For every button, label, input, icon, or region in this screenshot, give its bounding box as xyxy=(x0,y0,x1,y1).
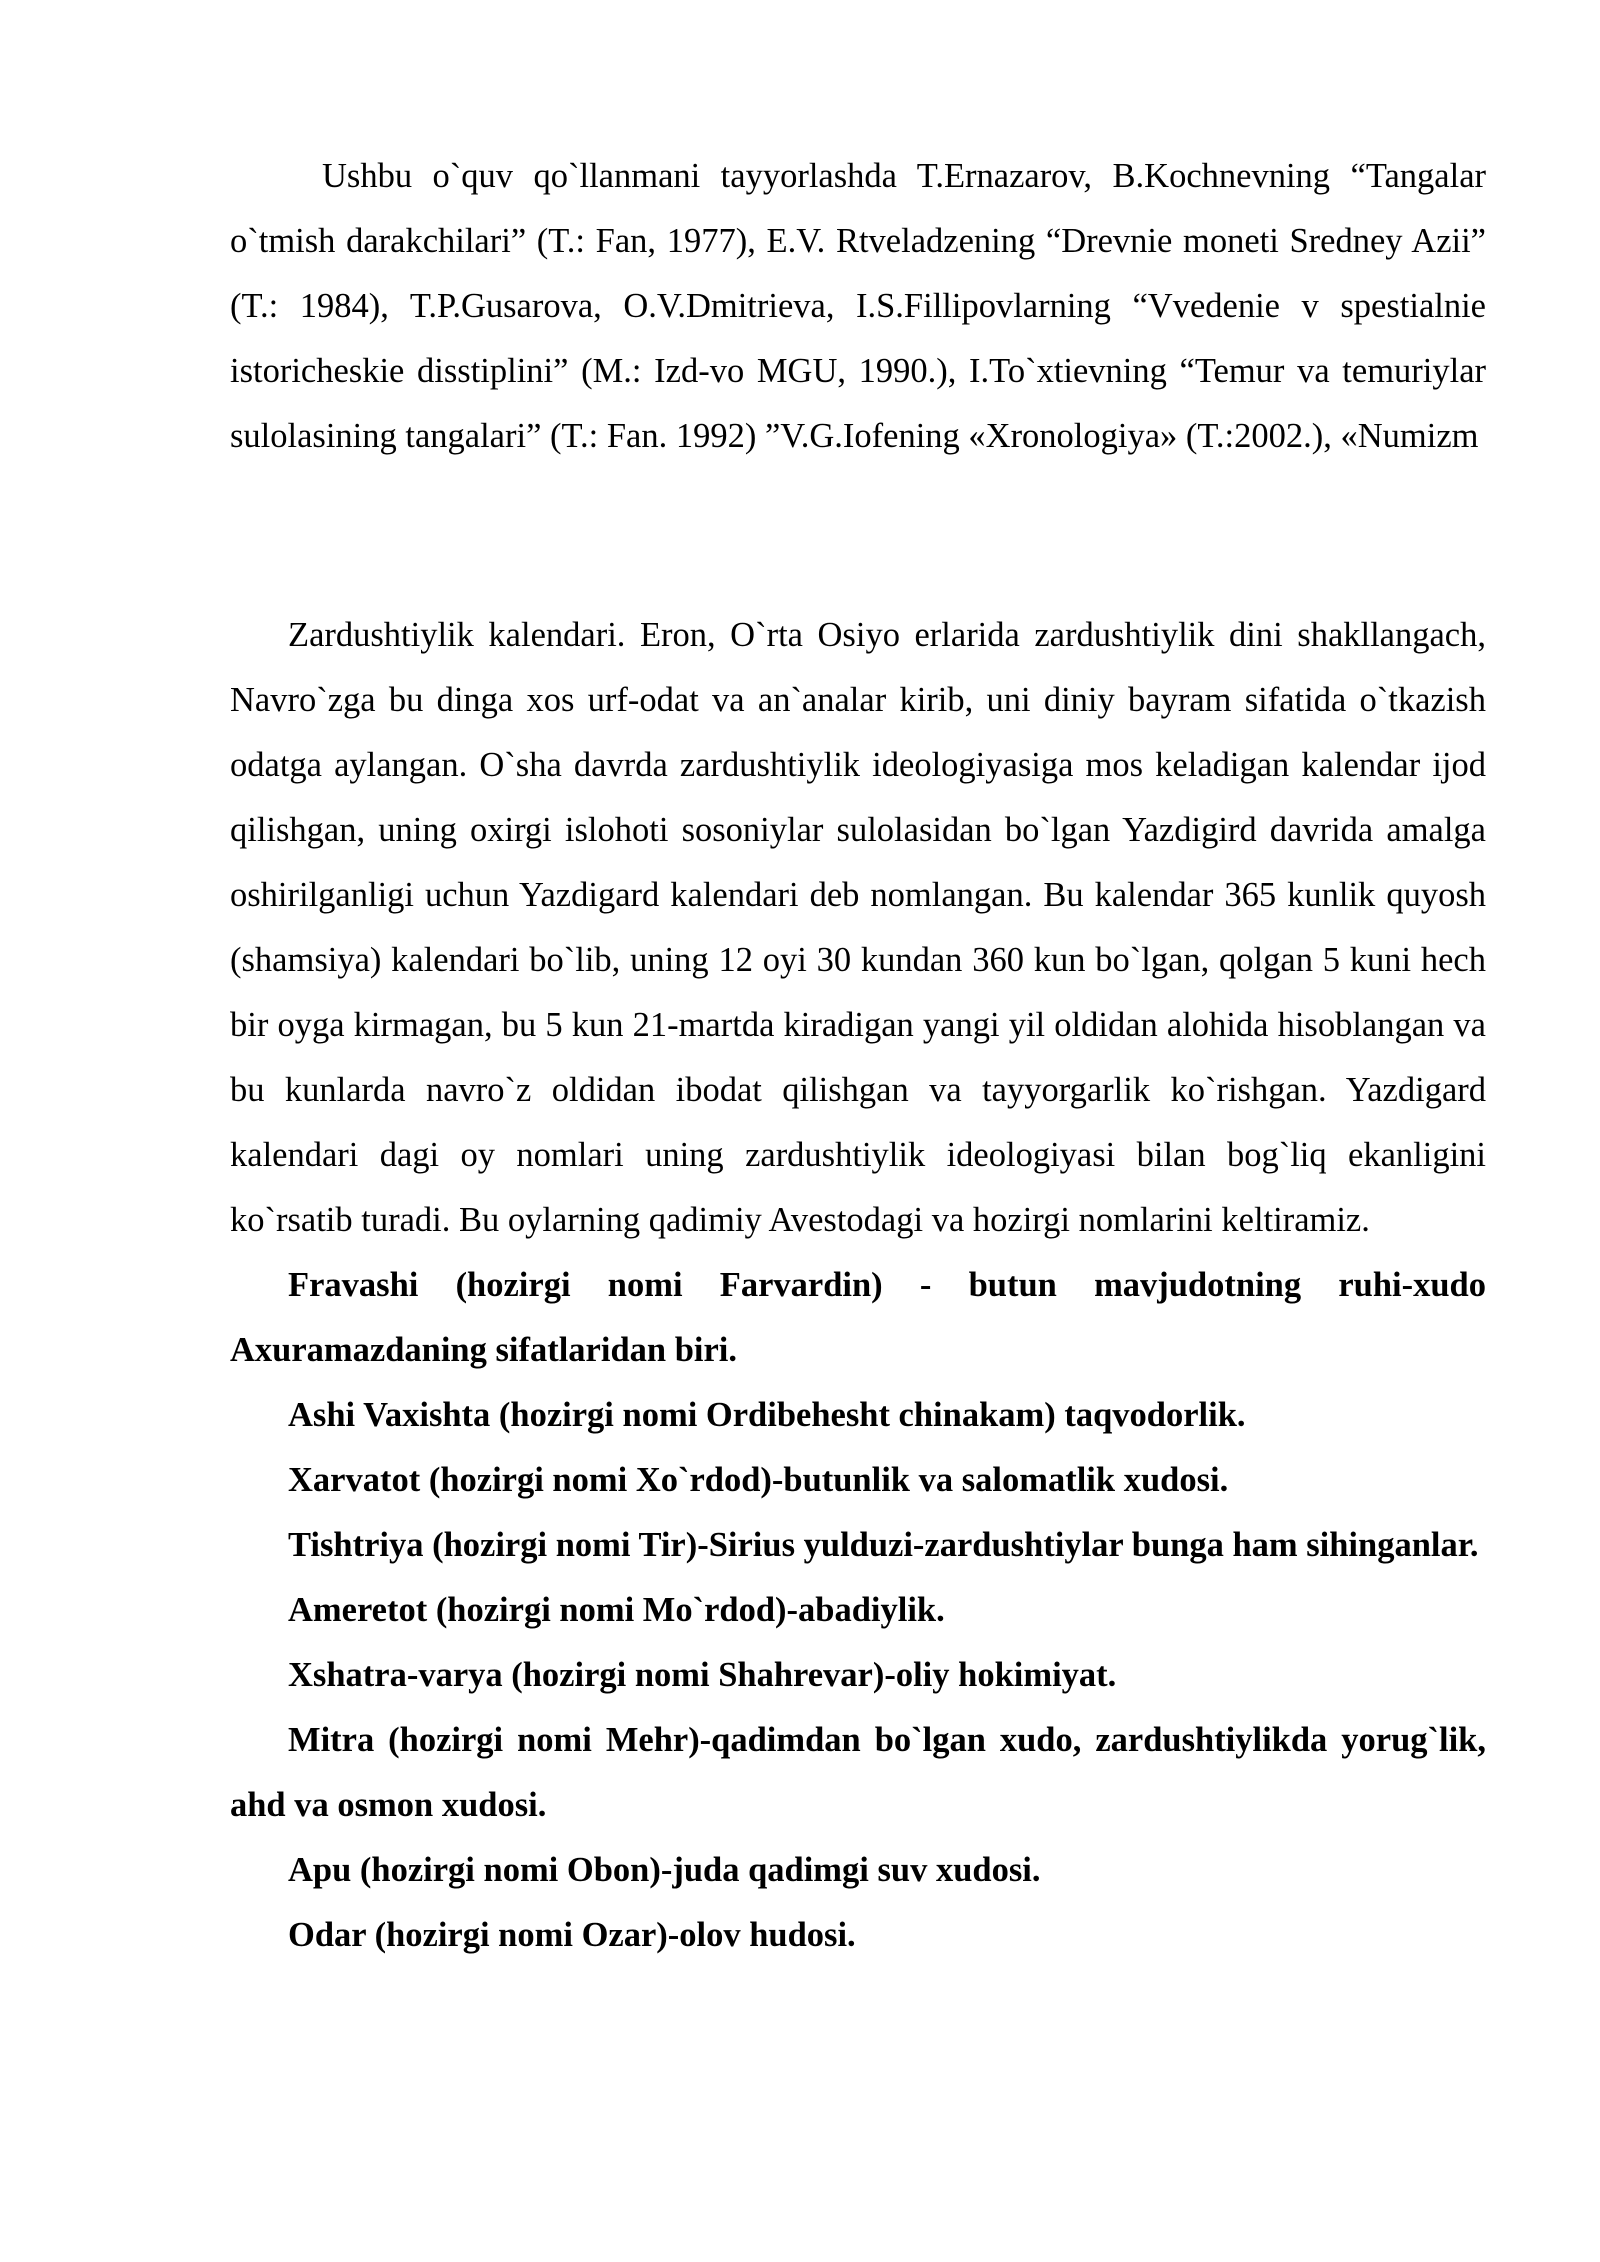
month-apu: Apu (hozirgi nomi Obon)-juda qadimgi suv xudosi. xyxy=(288,1851,1041,1889)
zardushtiylik-paragraph: Zardushtiylik kalendari. Eron, O`rta Osiyo erlarida zardushtiylik dini shakllangach, Navro`zga bu dinga xos urf-odat va an`analar kirib, uni diniy bayram sifatida o`tkazish odatga aylangan. O`sha davrda zardushtiylik ideologiyasiga mos keladigan kalendar ijod qilishgan, uning oxirgi islohoti sosoniylar sulolasidan bo`lgan Yazdigird davrida amalga oshirilganligi uchun Yazdigard kalendari deb nomlangan. Bu kalendar 365 kunlik quyosh (shamsiya) kalendari bo`lib, uning 12 oyi 30 kundan 360 kun bo`lgan, qolgan 5 kuni hech bir oyga kirmagan, bu 5 kun 21-martda kiradigan yangi yil oldidan alohida hisoblangan va bu kunlarda navro`z oldidan ibodat qilishgan va tayyorgarlik ko`rishgan. Yazdigard kalendari dagi oy nomlari uning zardushtiylik ideologiyasi bilan bog`liq ekanligini ko`rsatib turadi. Bu oylarning qadimiy Avestodagi va hozirgi nomlarini keltiramiz. xyxy=(230,616,1486,1239)
month-tishtriya: Tishtriya (hozirgi nomi Tir)-Sirius yulduzi-zardushtiylar bunga ham sihinganlar. xyxy=(288,1526,1479,1564)
month-xshatra-varya: Xshatra-varya (hozirgi nomi Shahrevar)-oliy hokimiyat. xyxy=(288,1656,1117,1694)
month-mitra: Mitra (hozirgi nomi Mehr)-qadimdan bo`lgan xudo, zardushtiylikda yorug`lik, ahd va osmon xudosi. xyxy=(230,1721,1486,1824)
month-fravashi: Fravashi (hozirgi nomi Farvardin) - butun mavjudotning ruhi-xudo Axuramazdaning sifatlaridan biri. xyxy=(230,1266,1486,1369)
intro-section xyxy=(230,144,1486,469)
month-odar: Odar (hozirgi nomi Ozar)-olov hudosi. xyxy=(288,1916,856,1954)
month-ashi-vaxishta: Ashi Vaxishta (hozirgi nomi Ordibehesht chinakam) taqvodorlik. xyxy=(288,1396,1246,1434)
month-xarvatot: Xarvatot (hozirgi nomi Xo`rdod)-butunlik va salomatlik xudosi. xyxy=(288,1461,1229,1499)
intro-paragraph: Ushbu o`quv qo`llanmani tayyorlashda T.Ernazarov, B.Kochnevning “Tangalar o`tmish darakchilari” (T.: Fan, 1977), E.V. Rtveladzening “Drevnie moneti Sredney Azii” (T.: 1984), T.P.Gusarova, O.V.Dmitrieva, I.S.Fillipovlarning “Vvedenie v spestialnie istoricheskie disstiplini” (M.: Izd-vo MGU, 1990.), I.To`xtievning “Temur va temuriylar sulolasining tangalari” (T.: Fan. 1992) ”V.G.Iofening «Xronologiya» (T.:2002.), «Numizm xyxy=(230,157,1486,455)
month-ameretot: Ameretot (hozirgi nomi Mo`rdod)-abadiylik. xyxy=(288,1591,945,1629)
calendar-section xyxy=(230,603,1486,1968)
